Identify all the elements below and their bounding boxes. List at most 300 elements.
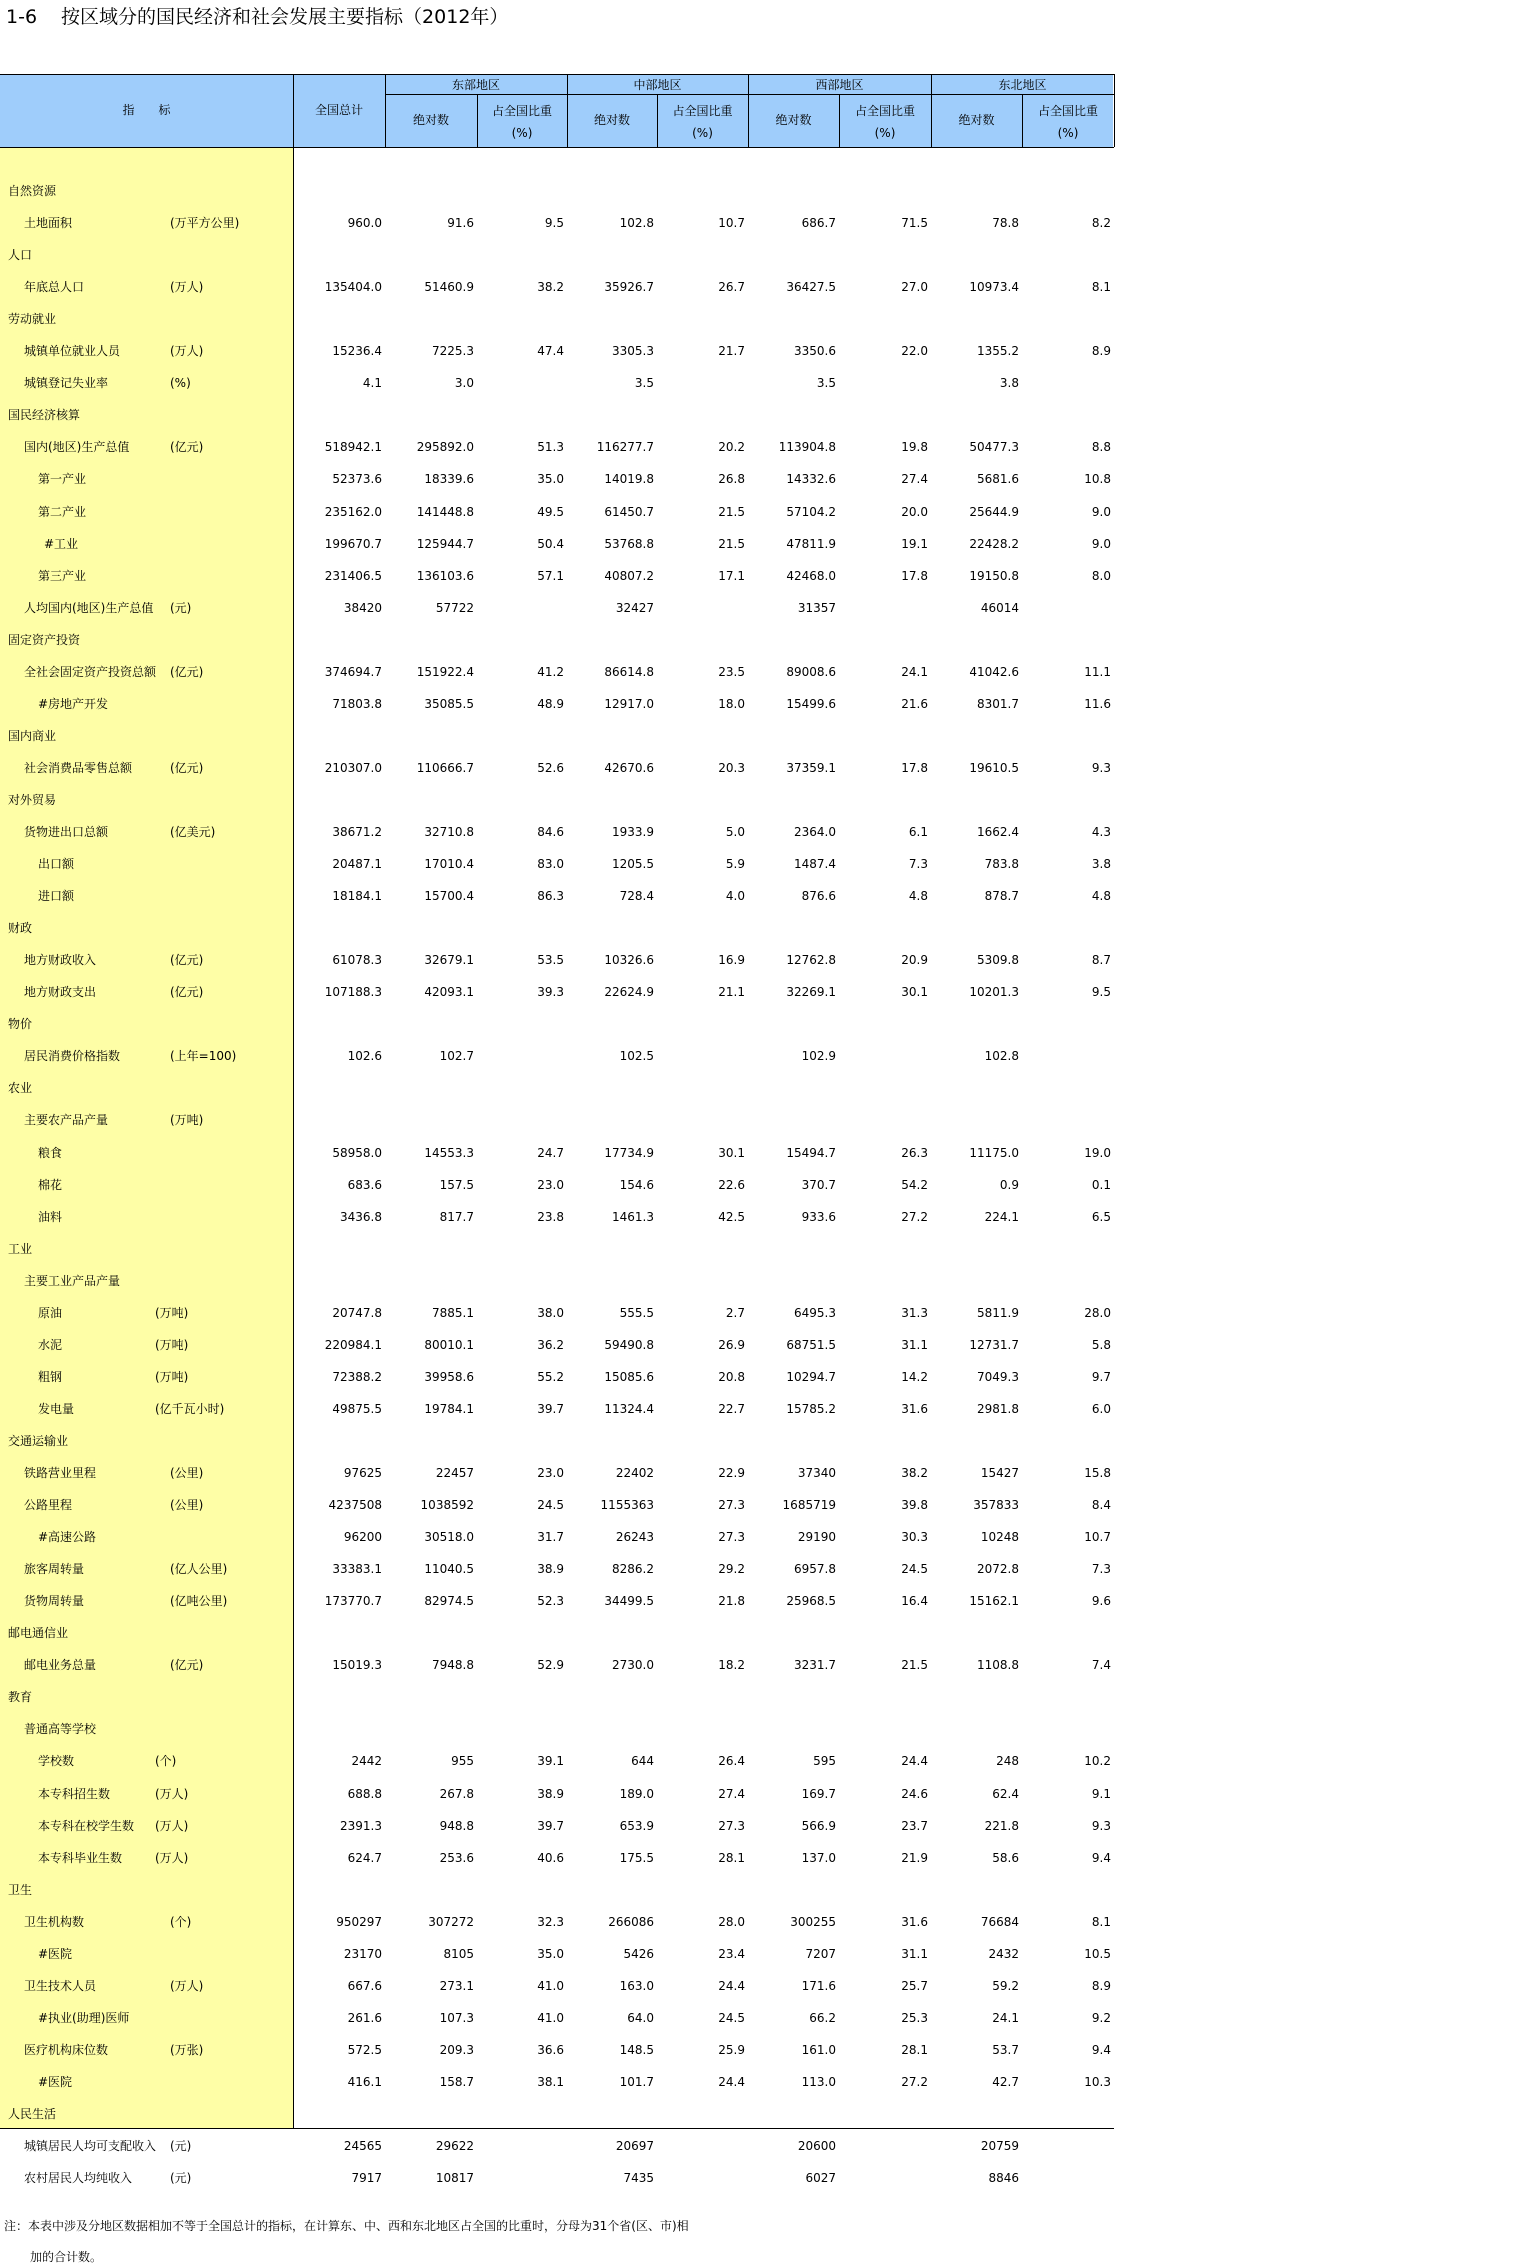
cell-value: 66.2	[809, 2010, 836, 2025]
cell-value: 38.2	[901, 1466, 928, 1480]
cell-value: 102.8	[619, 216, 654, 231]
cell-value: 15019.3	[332, 1658, 382, 1673]
cell-value: 32.3	[537, 1914, 564, 1929]
cell-value: 28.0	[1084, 1305, 1111, 1320]
row-label: 水泥	[38, 1337, 63, 1352]
cell-value: 2981.8	[977, 1401, 1019, 1416]
cell-value: 102.5	[619, 1049, 654, 1064]
cell-value: 52.6	[537, 760, 564, 775]
cell-value: 21.5	[718, 536, 745, 551]
header-absolute: 绝对数	[593, 113, 630, 127]
cell-value: 4.8	[908, 889, 928, 904]
cell-value: 20487.1	[332, 857, 382, 872]
section-label: 财政	[8, 921, 33, 936]
cell-value: 16.9	[718, 953, 745, 968]
header-share: 占全国比重	[672, 104, 733, 118]
cell-value: 3436.8	[340, 1209, 382, 1224]
cell-value: 28.1	[901, 2042, 928, 2057]
cell-value: 10294.7	[786, 1369, 836, 1384]
cell-value: 15494.7	[786, 1145, 836, 1160]
header-region: 西部地区	[815, 78, 864, 92]
cell-value: 8.9	[1091, 344, 1111, 359]
cell-value: 15785.2	[786, 1401, 836, 1416]
cell-value: 61078.3	[332, 953, 382, 968]
cell-value: 644	[631, 1754, 654, 1769]
cell-value: 21.7	[718, 344, 745, 359]
cell-value: 71803.8	[332, 696, 382, 711]
cell-value: 231406.5	[324, 568, 382, 583]
row-label: 发电量	[38, 1401, 75, 1416]
cell-value: 6495.3	[794, 1305, 836, 1320]
cell-value: 23170	[343, 1946, 382, 1961]
section-label: 物价	[8, 1017, 33, 1032]
row-label: 医疗机构床位数	[24, 2042, 109, 2057]
cell-value: 572.5	[347, 2042, 382, 2057]
cell-value: 17.1	[718, 568, 745, 583]
cell-value: 955	[451, 1754, 474, 1769]
cell-value: 32679.1	[424, 953, 474, 968]
cell-value: 96200	[343, 1530, 382, 1545]
cell-value: 59.2	[992, 1978, 1019, 1993]
cell-value: 86.3	[537, 889, 564, 904]
cell-value: 38.0	[537, 1305, 564, 1320]
cell-value: 158.7	[439, 2074, 474, 2089]
cell-value: 61450.7	[604, 504, 654, 519]
row-unit: (万人)	[155, 1850, 189, 1865]
cell-value: 1685719	[782, 1498, 836, 1513]
cell-value: 32427	[615, 600, 654, 615]
cell-value: 57722	[435, 600, 474, 615]
table-top-border	[0, 74, 1114, 75]
cell-value: 8.0	[1091, 568, 1111, 583]
cell-value: 161.0	[801, 2042, 836, 2057]
cell-value: 91.6	[447, 216, 474, 231]
cell-value: 209.3	[439, 2042, 474, 2057]
cell-value: 7.3	[908, 857, 928, 872]
section-label: 固定资产投资	[8, 632, 81, 647]
indicator-column-border	[293, 147, 294, 2128]
cell-value: 84.6	[537, 825, 564, 839]
cell-value: 8.9	[1091, 1978, 1111, 1993]
cell-value: 300255	[790, 1914, 836, 1929]
cell-value: 295892.0	[416, 440, 474, 455]
cell-value: 35.0	[537, 472, 564, 487]
header-share-unit: (%)	[511, 126, 533, 140]
cell-value: 9.1	[1091, 1786, 1111, 1801]
cell-value: 33383.1	[332, 1562, 382, 1577]
section-label: 对外贸易	[8, 792, 57, 807]
row-unit: (亿元)	[170, 1658, 204, 1673]
cell-value: 80010.1	[424, 1337, 474, 1352]
cell-value: 1933.9	[612, 825, 654, 839]
row-label: 学校数	[38, 1754, 75, 1769]
cell-value: 5.9	[725, 857, 745, 872]
row-label: 货物进出口总额	[24, 825, 109, 839]
row-label: 社会消费品零售总额	[24, 760, 133, 775]
section-label: 农业	[8, 1081, 33, 1096]
cell-value: 17.8	[901, 760, 928, 775]
cell-value: 24565	[343, 2139, 382, 2154]
cell-value: 21.8	[718, 1594, 745, 1609]
cell-value: 4.8	[1091, 889, 1111, 904]
row-label: 年底总人口	[24, 280, 85, 295]
cell-value: 24.5	[901, 1562, 928, 1577]
cell-value: 19.8	[901, 440, 928, 455]
cell-value: 54.2	[901, 1177, 928, 1192]
row-label: 地方财政收入	[24, 953, 97, 968]
cell-value: 20759	[980, 2139, 1019, 2154]
header-region: 东北地区	[998, 78, 1047, 92]
cell-value: 171.6	[801, 1978, 836, 1993]
cell-value: 36.6	[537, 2042, 564, 2057]
cell-value: 9.3	[1091, 760, 1111, 775]
cell-value: 31.6	[901, 1401, 928, 1416]
cell-value: 15.8	[1084, 1466, 1111, 1480]
cell-value: 253.6	[439, 1850, 474, 1865]
cell-value: 38.2	[537, 280, 564, 295]
row-unit: (万吨)	[170, 1113, 204, 1128]
cell-value: 39.1	[537, 1754, 564, 1769]
table-title: 按区域分的国民经济和社会发展主要指标（2012年）	[61, 6, 509, 28]
cell-value: 1205.5	[612, 857, 654, 872]
header-absolute: 绝对数	[775, 113, 812, 127]
cell-value: 8105	[443, 1946, 474, 1961]
row-label: 棉花	[38, 1177, 63, 1192]
cell-value: 667.6	[347, 1978, 382, 1993]
header-region: 东部地区	[451, 78, 500, 92]
cell-value: 10326.6	[604, 953, 654, 968]
cell-value: 40.6	[537, 1850, 564, 1865]
cell-value: 20697	[615, 2139, 654, 2154]
cell-value: 31.3	[901, 1305, 928, 1320]
header-share-unit: (%)	[874, 126, 896, 140]
row-unit: (万平方公里)	[170, 216, 240, 231]
section-label: 劳动就业	[8, 312, 57, 327]
cell-value: 37340	[797, 1466, 836, 1480]
cell-value: 14332.6	[786, 472, 836, 487]
cell-value: 29190	[797, 1530, 836, 1545]
cell-value: 21.6	[901, 696, 928, 711]
cell-value: 32710.8	[424, 825, 474, 839]
header-share-unit: (%)	[1057, 126, 1079, 140]
cell-value: 42468.0	[786, 568, 836, 583]
cell-value: 21.5	[901, 1658, 928, 1673]
header-national-total: 全国总计	[314, 103, 363, 117]
cell-value: 6.5	[1091, 1209, 1111, 1224]
cell-value: 19784.1	[424, 1401, 474, 1416]
cell-value: 876.6	[801, 889, 836, 904]
cell-value: 41.0	[537, 1978, 564, 1993]
cell-value: 6.1	[908, 825, 928, 839]
region-header-divider	[385, 94, 1114, 95]
row-unit: (公里)	[170, 1498, 204, 1513]
header-divider	[1114, 74, 1115, 147]
cell-value: 31.6	[901, 1914, 928, 1929]
cell-value: 107.3	[439, 2010, 474, 2025]
row-unit: (%)	[170, 376, 191, 391]
cell-value: 878.7	[984, 889, 1019, 904]
cell-value: 125944.7	[416, 536, 474, 551]
cell-value: 3.8	[999, 376, 1019, 391]
cell-value: 57104.2	[786, 504, 836, 519]
cell-value: 18184.1	[332, 889, 382, 904]
cell-value: 10.3	[1084, 2074, 1111, 2089]
row-label: 居民消费价格指数	[24, 1049, 121, 1064]
cell-value: 9.0	[1091, 504, 1111, 519]
cell-value: 30.3	[901, 1530, 928, 1545]
cell-value: 9.2	[1091, 2010, 1111, 2025]
cell-value: 27.2	[901, 1209, 928, 1224]
row-unit: (万人)	[170, 280, 204, 295]
cell-value: 22.0	[901, 344, 928, 359]
cell-value: 18.0	[718, 696, 745, 711]
cell-value: 19150.8	[969, 568, 1019, 583]
row-label: 卫生机构数	[24, 1914, 85, 1929]
cell-value: 10817	[435, 2171, 474, 2186]
section-label: 国民经济核算	[8, 408, 81, 423]
cell-value: 42.5	[718, 1209, 745, 1224]
page-title	[6, 2, 508, 32]
footnote-line-1: 注：本表中涉及分地区数据相加不等于全国总计的指标，在计算东、中、西和东北地区占全国的比重时，分母为31个省(区、市)相	[4, 2219, 689, 2233]
cell-value: 10973.4	[969, 280, 1019, 295]
cell-value: 39.7	[537, 1401, 564, 1416]
cell-value: 62.4	[992, 1786, 1019, 1801]
cell-value: 5309.8	[977, 953, 1019, 968]
cell-value: 221.8	[984, 1818, 1019, 1833]
cell-value: 49875.5	[332, 1401, 382, 1416]
cell-value: 14019.8	[604, 472, 654, 487]
cell-value: 8.8	[1091, 440, 1111, 455]
row-label: 粗钢	[38, 1369, 63, 1384]
cell-value: 0.1	[1091, 1177, 1111, 1192]
cell-value: 154.6	[619, 1177, 654, 1192]
cell-value: 22.6	[718, 1177, 745, 1192]
cell-value: 2432	[988, 1946, 1019, 1961]
cell-value: 89008.6	[786, 664, 836, 679]
cell-value: 960.0	[347, 216, 382, 231]
cell-value: 39.8	[901, 1498, 928, 1513]
cell-value: 555.5	[619, 1305, 654, 1320]
cell-value: 23.7	[901, 1818, 928, 1833]
cell-value: 10.7	[718, 216, 745, 231]
cell-value: 82974.5	[424, 1594, 474, 1609]
row-unit: (元)	[170, 2139, 192, 2154]
cell-value: 21.9	[901, 1850, 928, 1865]
cell-value: 518942.1	[324, 440, 382, 455]
cell-value: 235162.0	[324, 504, 382, 519]
cell-value: 24.4	[901, 1754, 928, 1769]
cell-value: 46014	[980, 600, 1019, 615]
cell-value: 210307.0	[324, 760, 382, 775]
cell-value: 3305.3	[612, 344, 654, 359]
cell-value: 3.8	[1091, 857, 1111, 872]
cell-value: 38420	[343, 600, 382, 615]
row-unit: (亿元)	[170, 985, 204, 1000]
row-unit: (个)	[155, 1754, 177, 1769]
cell-value: 17.8	[901, 568, 928, 583]
cell-value: 71.5	[901, 216, 928, 231]
cell-value: 6027	[805, 2171, 836, 2186]
cell-value: 5426	[623, 1946, 654, 1961]
cell-value: 5681.6	[977, 472, 1019, 487]
cell-value: 950297	[336, 1914, 382, 1929]
cell-value: 19610.5	[969, 760, 1019, 775]
cell-value: 17734.9	[604, 1145, 654, 1160]
cell-value: 3.5	[634, 376, 654, 391]
cell-value: 25968.5	[786, 1594, 836, 1609]
cell-value: 10.7	[1084, 1530, 1111, 1545]
cell-value: 15162.1	[969, 1594, 1019, 1609]
cell-value: 261.6	[347, 2010, 382, 2025]
cell-value: 110666.7	[416, 760, 474, 775]
row-unit: (万人)	[170, 344, 204, 359]
row-label: 第二产业	[38, 504, 87, 519]
row-unit: (万人)	[155, 1786, 189, 1801]
cell-value: 50.4	[537, 536, 564, 551]
cell-value: 3350.6	[794, 344, 836, 359]
section-label: 人民生活	[8, 2107, 57, 2121]
cell-value: 31357	[797, 600, 836, 615]
cell-value: 101.7	[619, 2074, 654, 2089]
cell-value: 30.1	[901, 985, 928, 1000]
cell-value: 8.4	[1091, 1498, 1111, 1513]
cell-value: 19.0	[1084, 1145, 1111, 1160]
cell-value: 38.9	[537, 1562, 564, 1577]
cell-value: 307272	[428, 1914, 474, 1929]
cell-value: 76684	[980, 1914, 1019, 1929]
cell-value: 416.1	[347, 2074, 382, 2089]
row-unit: (亿吨公里)	[170, 1594, 228, 1609]
cell-value: 7.4	[1091, 1658, 1111, 1673]
row-label: #房地产开发	[38, 696, 109, 711]
row-label: 出口额	[38, 857, 75, 872]
row-unit: (元)	[170, 2171, 192, 2186]
header-share: 占全国比重	[854, 104, 915, 118]
cell-value: 4.0	[725, 889, 745, 904]
header-indicator: 指 标	[122, 103, 171, 117]
row-unit: (公里)	[170, 1466, 204, 1480]
row-unit: (亿千瓦小时)	[155, 1401, 225, 1416]
cell-value: 41.2	[537, 664, 564, 679]
cell-value: 9.7	[1091, 1369, 1111, 1384]
cell-value: 30518.0	[424, 1530, 474, 1545]
cell-value: 9.6	[1091, 1594, 1111, 1609]
cell-value: 6957.8	[794, 1562, 836, 1577]
cell-value: 357833	[973, 1498, 1019, 1513]
cell-value: 102.7	[439, 1049, 474, 1064]
cell-value: 58.6	[992, 1850, 1019, 1865]
cell-value: 31.1	[901, 1337, 928, 1352]
cell-value: 10.8	[1084, 472, 1111, 487]
section-label: 邮电通信业	[8, 1626, 69, 1641]
cell-value: 9.5	[544, 216, 564, 231]
cell-value: 18339.6	[424, 472, 474, 487]
cell-value: 7207	[805, 1946, 836, 1961]
row-label: 城镇单位就业人员	[24, 344, 121, 359]
cell-value: 50477.3	[969, 440, 1019, 455]
cell-value: 72388.2	[332, 1369, 382, 1384]
section-label: 教育	[8, 1690, 33, 1705]
footnote-line-2: 加的合计数。	[30, 2250, 103, 2264]
cell-value: 22.7	[718, 1401, 745, 1416]
cell-value: 8.1	[1091, 280, 1111, 295]
cell-value: 8.7	[1091, 953, 1111, 968]
cell-value: 8.1	[1091, 1914, 1111, 1929]
cell-value: 15085.6	[604, 1369, 654, 1384]
cell-value: 36.2	[537, 1337, 564, 1352]
cell-value: 32269.1	[786, 985, 836, 1000]
cell-value: 24.1	[992, 2010, 1019, 2025]
cell-value: 25.7	[901, 1978, 928, 1993]
row-label: 人均国内(地区)生产总值	[24, 600, 154, 615]
row-unit: (亿美元)	[170, 825, 216, 839]
cell-value: 7049.3	[977, 1369, 1019, 1384]
cell-value: 157.5	[439, 1177, 474, 1192]
cell-value: 21.5	[718, 504, 745, 519]
cell-value: 37359.1	[786, 760, 836, 775]
cell-value: 20.3	[718, 760, 745, 775]
cell-value: 11040.5	[424, 1562, 474, 1577]
cell-value: 683.6	[347, 1177, 382, 1192]
cell-value: 2.7	[725, 1305, 745, 1320]
cell-value: 783.8	[984, 857, 1019, 872]
row-unit: (万吨)	[155, 1337, 189, 1352]
cell-value: 42093.1	[424, 985, 474, 1000]
cell-value: 55.2	[537, 1369, 564, 1384]
cell-value: 136103.6	[416, 568, 474, 583]
cell-value: 23.4	[718, 1946, 745, 1961]
cell-value: 7225.3	[432, 344, 474, 359]
cell-value: 27.3	[718, 1498, 745, 1513]
cell-value: 22.9	[718, 1466, 745, 1480]
cell-value: 34499.5	[604, 1594, 654, 1609]
cell-value: 595	[813, 1754, 836, 1769]
cell-value: 38.1	[537, 2074, 564, 2089]
row-label: 本专科在校学生数	[38, 1818, 135, 1833]
cell-value: 26.4	[718, 1754, 745, 1769]
row-label: 土地面积	[24, 216, 73, 231]
cell-value: 3.0	[454, 376, 474, 391]
cell-value: 18.2	[718, 1658, 745, 1673]
row-label: 邮电业务总量	[24, 1658, 97, 1673]
cell-value: 35.0	[537, 1946, 564, 1961]
cell-value: 31.7	[537, 1530, 564, 1545]
cell-value: 6.0	[1091, 1401, 1111, 1416]
row-label: 普通高等学校	[24, 1722, 97, 1737]
cell-value: 2364.0	[794, 825, 836, 839]
cell-value: 11.1	[1084, 664, 1111, 679]
cell-value: 97625	[343, 1466, 382, 1480]
cell-value: 39.3	[537, 985, 564, 1000]
cell-value: 52373.6	[332, 472, 382, 487]
cell-value: 25644.9	[969, 504, 1019, 519]
header-share-unit: (%)	[692, 126, 713, 140]
cell-value: 35926.7	[604, 280, 654, 295]
row-label: #执业(助理)医师	[38, 2010, 130, 2025]
cell-value: 1487.4	[794, 857, 836, 872]
cell-value: 107188.3	[324, 985, 382, 1000]
cell-value: 135404.0	[324, 280, 382, 295]
cell-value: 16.4	[901, 1594, 928, 1609]
cell-value: 2442	[351, 1754, 382, 1769]
cell-value: 14553.3	[424, 1145, 474, 1160]
cell-value: 51460.9	[424, 280, 474, 295]
row-unit: (万张)	[170, 2042, 204, 2057]
cell-value: 1038592	[420, 1498, 474, 1513]
cell-value: 31.1	[901, 1946, 928, 1961]
cell-value: 52.9	[537, 1658, 564, 1673]
cell-value: 7885.1	[432, 1305, 474, 1320]
